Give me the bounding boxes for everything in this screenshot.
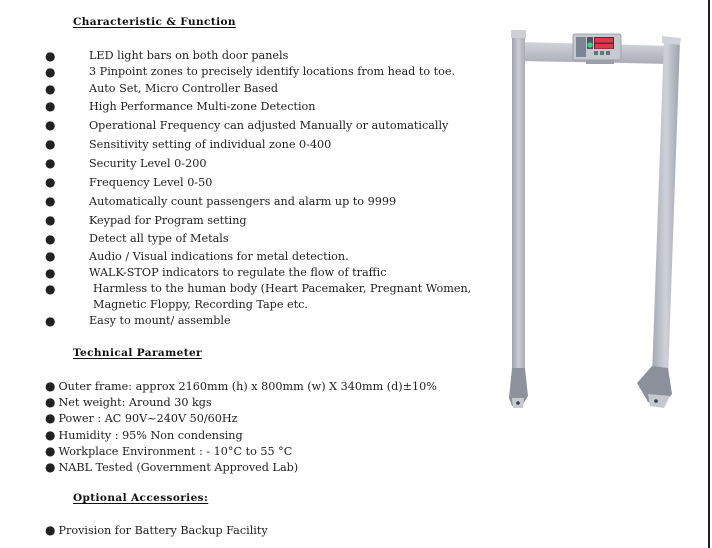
list-item: ● Provision for Battery Backup Facility — [45, 523, 268, 537]
technical-list — [0, 378, 437, 475]
bullet-icon: ● — [45, 427, 56, 442]
bullet-icon: ● — [45, 379, 56, 393]
bullet-icon: ● — [45, 249, 56, 264]
led-display — [595, 38, 613, 43]
left-pillar — [512, 32, 525, 377]
bullet-icon: ● — [45, 175, 56, 190]
bullet-icon: ● — [45, 266, 56, 281]
page-border — [708, 0, 710, 548]
right-pillar — [652, 38, 680, 378]
bullet-icon: ● — [45, 99, 56, 114]
control-panel — [573, 34, 621, 64]
bullet-icon: ● — [45, 459, 56, 474]
accessories-heading: Optional Accessories: — [73, 492, 209, 504]
bullet-icon: ● — [45, 156, 56, 171]
bullet-icon: ● — [45, 137, 56, 152]
list-item: ● NABL Tested (Government Approved Lab) — [45, 459, 299, 474]
bullet-icon: ● — [45, 314, 56, 329]
accessories-list — [0, 522, 268, 538]
bullet-icon: ● — [45, 118, 56, 133]
bullet-icon: ● — [45, 65, 56, 80]
bullet-icon: ● — [45, 395, 56, 410]
bullet-icon: ● — [45, 81, 56, 96]
bullet-icon: ● — [45, 282, 56, 297]
bullet-icon: ● — [45, 232, 56, 247]
bullet-icon: ● — [45, 523, 56, 537]
list-item: ● Outer frame: approx 2160mm (h) x 800mm (w) X 340mm (d)±10% — [45, 379, 437, 393]
technical-heading: Technical Parameter — [73, 347, 202, 359]
bullet-icon: ● — [45, 411, 56, 426]
features-heading: Characteristic & Function — [73, 16, 236, 28]
bullet-icon: ● — [45, 443, 56, 458]
bullet-icon: ● — [45, 194, 56, 209]
list-item: ● Humidity : 95% Non condensing — [45, 427, 243, 442]
walk-indicator-icon — [587, 42, 592, 47]
list-item: ● Workplace Environment : - 10°C to 55 °C — [45, 443, 293, 458]
list-item: ● Power : AC 90V~240V 50/60Hz — [45, 411, 238, 426]
list-item: ● Net weight: Around 30 kgs — [45, 395, 212, 410]
bullet-icon: ● — [45, 49, 56, 63]
metal-detector-image — [500, 28, 695, 418]
bullet-icon: ● — [45, 213, 56, 228]
